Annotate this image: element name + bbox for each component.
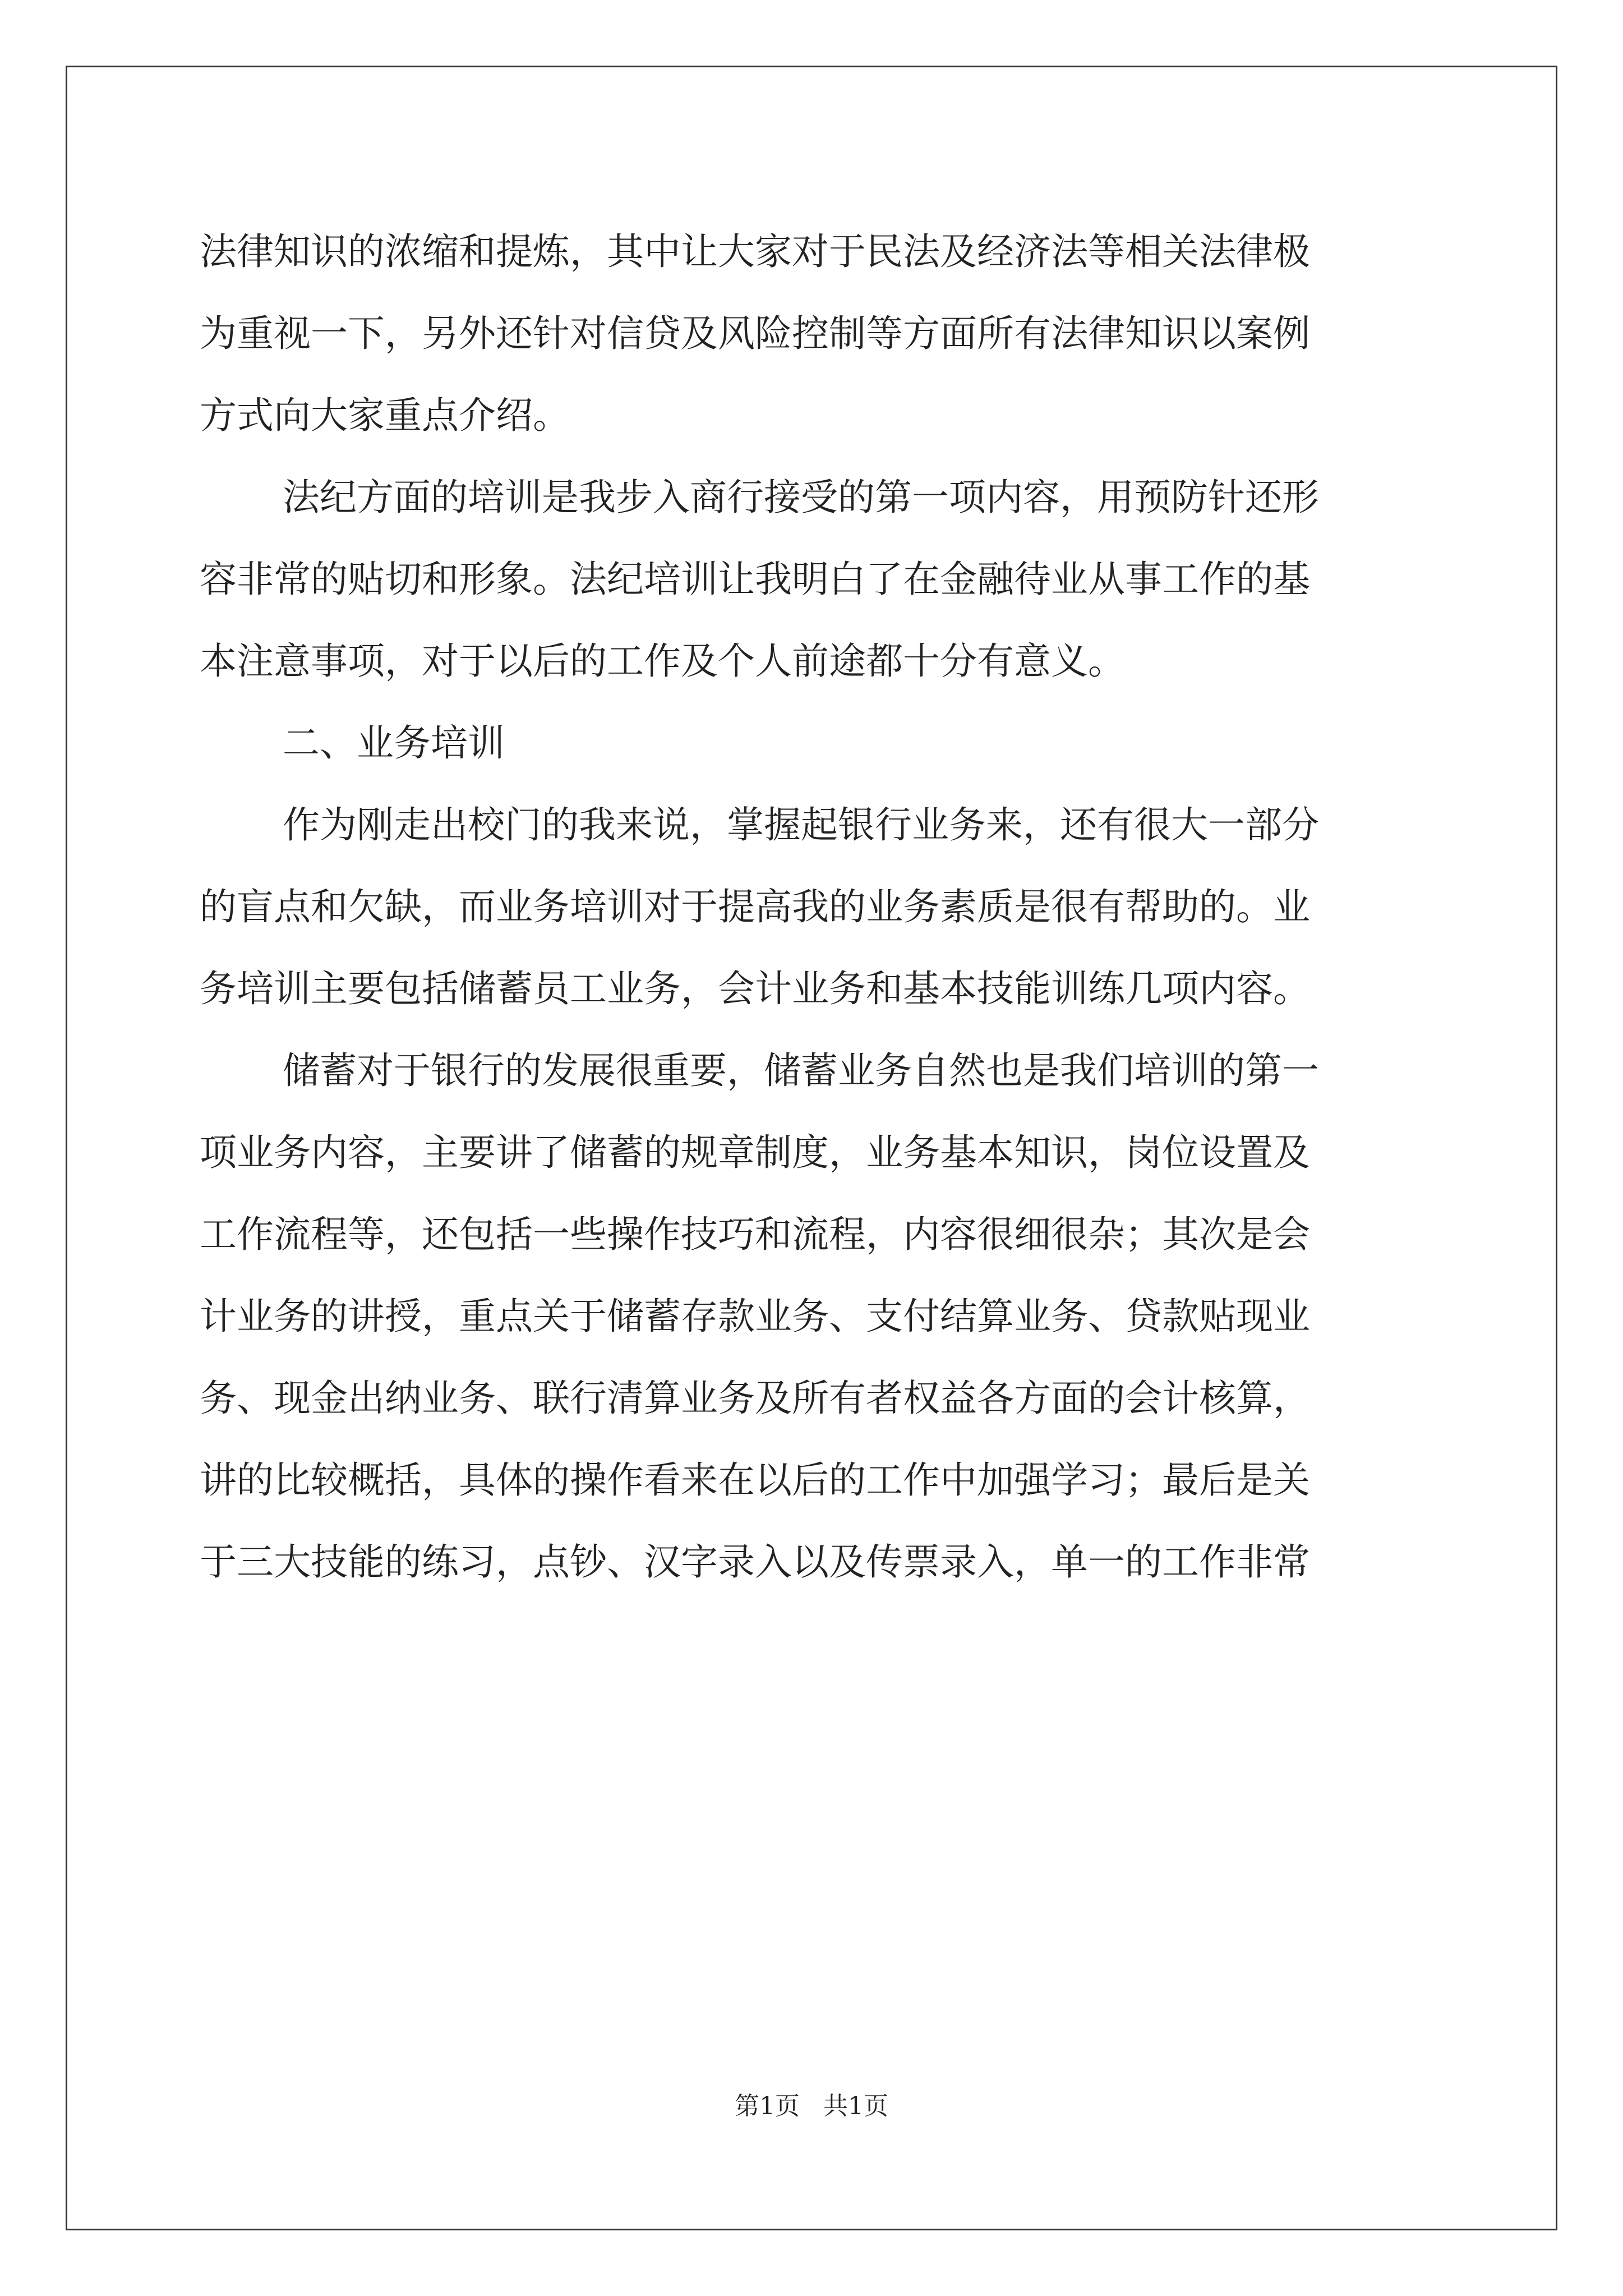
text-line: 容非常的贴切和形象。法纪培训让我明白了在金融待业从事工作的基 (200, 558, 1310, 601)
section-heading: 二、业务培训 (283, 721, 505, 765)
text-line: 作为刚走出校门的我来说，掌握起银行业务来，还有很大一部分 (283, 803, 1319, 846)
text-line: 的盲点和欠缺，而业务培训对于提高我的业务素质是很有帮助的。业 (200, 885, 1310, 928)
text-line: 于三大技能的练习，点钞、汉字录入以及传票录入，单一的工作非常 (200, 1540, 1310, 1584)
page-footer (0, 2091, 1623, 2122)
text-line: 务、现金出纳业务、联行清算业务及所有者权益各方面的会计核算， (200, 1377, 1310, 1420)
text-line: 为重视一下，另外还针对信贷及风险控制等方面所有法律知识以案例 (200, 312, 1310, 355)
text-line: 计业务的讲授，重点关于储蓄存款业务、支付结算业务、贷款贴现业 (200, 1295, 1310, 1338)
page-number: 第1页 共1页 (735, 2092, 888, 2120)
document-body (200, 211, 1427, 1603)
text-line: 储蓄对于银行的发展很重要，储蓄业务自然也是我们培训的第一 (283, 1049, 1319, 1092)
text-line: 法纪方面的培训是我步入商行接受的第一项内容，用预防针还形 (283, 476, 1319, 519)
text-line: 法律知识的浓缩和提炼，其中让大家对于民法及经济法等相关法律极 (200, 230, 1310, 273)
text-line: 本注意事项，对于以后的工作及个人前途都十分有意义。 (200, 639, 1125, 683)
text-line: 务培训主要包括储蓄员工业务，会计业务和基本技能训练几项内容。 (200, 967, 1310, 1010)
text-line: 工作流程等，还包括一些操作技巧和流程，内容很细很杂；其次是会 (200, 1213, 1310, 1256)
text-line: 项业务内容，主要讲了储蓄的规章制度，业务基本知识，岗位设置及 (200, 1131, 1310, 1174)
text-line: 方式向大家重点介绍。 (200, 394, 570, 437)
text-line: 讲的比较概括，具体的操作看来在以后的工作中加强学习；最后是关 (200, 1458, 1310, 1502)
